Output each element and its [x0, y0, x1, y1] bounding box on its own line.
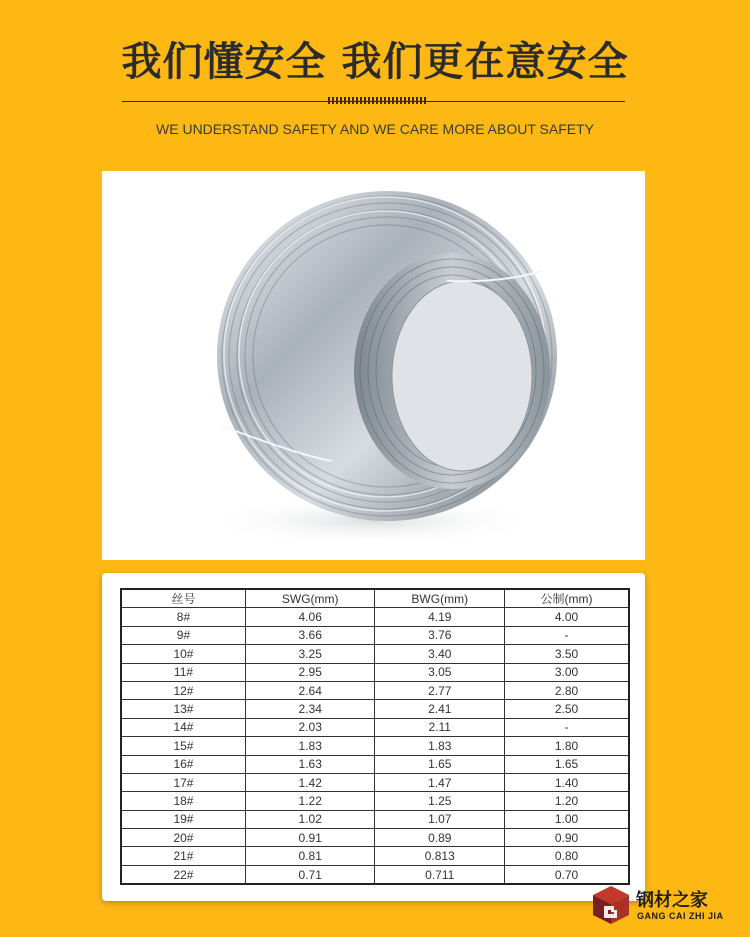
table-cell: 2.50	[505, 700, 629, 718]
table-row	[121, 681, 629, 699]
table-cell: 0.81	[245, 847, 375, 865]
column-header-gauge: 丝号	[121, 589, 245, 608]
table-cell: 2.77	[375, 681, 505, 699]
table-cell: 0.80	[505, 847, 629, 865]
table-cell: 3.66	[245, 626, 375, 644]
table-cell: 1.20	[505, 792, 629, 810]
wire-coil-illustration	[102, 171, 645, 560]
table-row	[121, 829, 629, 847]
table-cell: 0.91	[245, 829, 375, 847]
table-row	[121, 626, 629, 644]
table-cell: 1.65	[505, 755, 629, 773]
table-cell: 1.22	[245, 792, 375, 810]
table-cell: 1.02	[245, 810, 375, 828]
table-cell: 1.83	[375, 737, 505, 755]
spec-table-card	[102, 573, 645, 901]
column-header-metric: 公制(mm)	[505, 589, 629, 608]
page-headline: 我们懂安全 我们更在意安全	[121, 39, 629, 85]
table-cell: 2.64	[245, 681, 375, 699]
table-cell: 2.41	[375, 700, 505, 718]
table-cell: 9#	[121, 626, 245, 644]
brand-pinyin: GANG CAI ZHI JIA	[637, 911, 724, 921]
table-cell: 1.42	[245, 773, 375, 791]
table-cell: 21#	[121, 847, 245, 865]
table-cell: 3.00	[505, 663, 629, 681]
table-cell: 2.80	[505, 681, 629, 699]
table-cell: 8#	[121, 608, 245, 626]
table-cell: 0.711	[375, 865, 505, 884]
table-row	[121, 608, 629, 626]
table-row	[121, 792, 629, 810]
table-cell: 0.813	[375, 847, 505, 865]
table-cell: 15#	[121, 737, 245, 755]
table-cell: 19#	[121, 810, 245, 828]
table-cell: 1.25	[375, 792, 505, 810]
table-cell: 0.89	[375, 829, 505, 847]
page-subtitle: WE UNDERSTAND SAFETY AND WE CARE MORE ABOUT SAFETY	[156, 121, 594, 137]
table-cell: 1.65	[375, 755, 505, 773]
table-cell: 1.40	[505, 773, 629, 791]
table-cell: 1.63	[245, 755, 375, 773]
table-cell: 2.95	[245, 663, 375, 681]
table-row	[121, 645, 629, 663]
table-cell: 1.80	[505, 737, 629, 755]
table-cell: 3.40	[375, 645, 505, 663]
table-cell: 10#	[121, 645, 245, 663]
table-header-row	[121, 589, 629, 608]
brand-cube-icon	[590, 884, 632, 926]
table-cell: 20#	[121, 829, 245, 847]
table-row	[121, 810, 629, 828]
table-cell: 0.70	[505, 865, 629, 884]
wire-gauge-spec-table	[120, 588, 630, 885]
table-cell: 2.03	[245, 718, 375, 736]
brand-logo	[590, 884, 750, 930]
table-cell: 16#	[121, 755, 245, 773]
table-cell: 18#	[121, 792, 245, 810]
table-row	[121, 755, 629, 773]
table-cell: 17#	[121, 773, 245, 791]
table-cell: -	[505, 718, 629, 736]
table-row	[121, 773, 629, 791]
table-cell: 4.00	[505, 608, 629, 626]
table-cell: 0.90	[505, 829, 629, 847]
table-row	[121, 700, 629, 718]
table-cell: 3.25	[245, 645, 375, 663]
table-cell: 22#	[121, 865, 245, 884]
table-cell: 3.50	[505, 645, 629, 663]
divider-hatch-mark	[328, 97, 428, 104]
column-header-swg: SWG(mm)	[245, 589, 375, 608]
table-cell: 1.47	[375, 773, 505, 791]
table-cell: 1.07	[375, 810, 505, 828]
brand-name: 钢材之家	[636, 890, 708, 911]
table-cell: 11#	[121, 663, 245, 681]
product-photo-wire-coil	[102, 171, 645, 560]
table-cell: 4.19	[375, 608, 505, 626]
table-cell: 14#	[121, 718, 245, 736]
table-row	[121, 737, 629, 755]
table-cell: 2.11	[375, 718, 505, 736]
column-header-bwg: BWG(mm)	[375, 589, 505, 608]
table-cell: 12#	[121, 681, 245, 699]
table-row	[121, 663, 629, 681]
table-cell: 1.83	[245, 737, 375, 755]
table-cell: 1.00	[505, 810, 629, 828]
table-cell: -	[505, 626, 629, 644]
table-cell: 4.06	[245, 608, 375, 626]
table-cell: 3.76	[375, 626, 505, 644]
table-row	[121, 865, 629, 884]
table-cell: 13#	[121, 700, 245, 718]
table-row	[121, 718, 629, 736]
table-cell: 2.34	[245, 700, 375, 718]
table-cell: 3.05	[375, 663, 505, 681]
table-cell: 0.71	[245, 865, 375, 884]
table-row	[121, 847, 629, 865]
